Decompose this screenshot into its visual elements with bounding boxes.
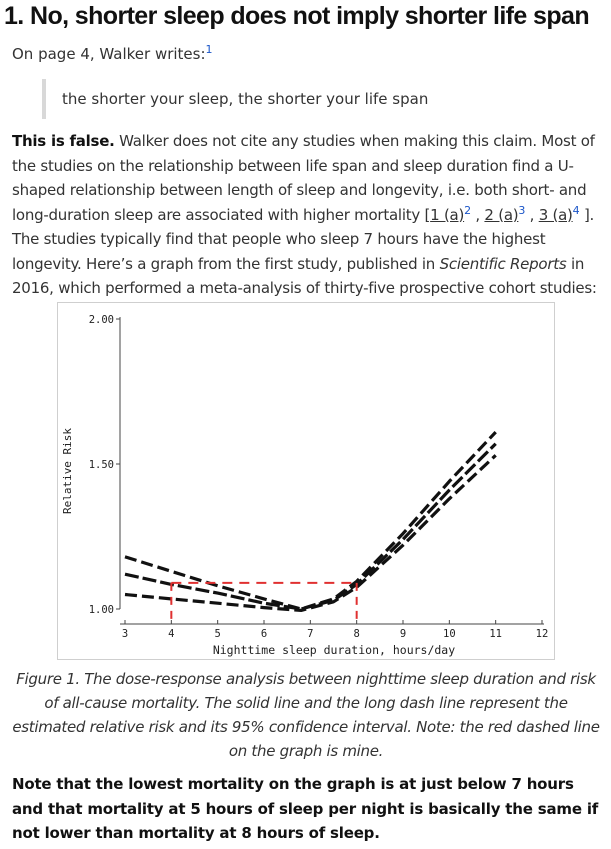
section-heading: 1. No, shorter sleep does not imply shorter life span — [4, 2, 590, 30]
y-tick-label: 1.50 — [88, 459, 114, 471]
x-tick-label: 11 — [489, 628, 502, 640]
paragraph-text-2: ]. The studies typically find that people who sleep 7 hours have the highest longevity. Here’s a graph from the first study, published in — [12, 205, 595, 273]
ref-separator: , — [470, 205, 485, 224]
ref-separator: , — [525, 205, 539, 224]
x-tick-label: 5 — [214, 628, 221, 640]
paragraph-lead: This is false. — [12, 132, 115, 150]
bold-note: Note that the lowest mortality on the graph is at just below 7 hours and that mortality at 5 hours of sleep per night is basically the same if not lower than mortality at 8 hours of sleep. — [12, 775, 599, 842]
y-axis-label: Relative Risk — [61, 427, 74, 515]
x-tick-label: 10 — [443, 628, 456, 640]
x-tick-label: 7 — [307, 628, 314, 640]
chart-axes — [120, 317, 544, 624]
x-tick-label: 3 — [121, 628, 129, 640]
reference-link-3[interactable]: 3 (a) — [538, 205, 573, 224]
relative-risk-chart — [58, 303, 554, 659]
y-tick-label: 2.00 — [88, 314, 114, 326]
blockquote — [42, 79, 582, 119]
x-axis-label: Nighttime sleep duration, hours/day — [212, 643, 456, 657]
intro-line — [12, 45, 213, 63]
quote-text: the shorter your sleep, the shorter your life span — [62, 90, 429, 108]
figure-chart — [57, 302, 555, 660]
x-tick-label: 9 — [399, 628, 407, 640]
paragraph-text-3: in 2016, which performed a meta-analysis of thirty-five prospective cohort studies: — [12, 254, 597, 297]
reference-link-2[interactable]: 2 (a) — [484, 205, 519, 224]
footnote-link-4[interactable]: 4 — [572, 203, 580, 217]
y-tick-label: 1.00 — [88, 604, 114, 616]
reference-link-1[interactable]: 1 (a) — [430, 205, 465, 224]
footnote-link-2[interactable]: 2 — [464, 203, 471, 217]
x-tick-label: 12 — [535, 628, 549, 640]
footnote-link-3[interactable]: 3 — [518, 203, 526, 217]
footnote-link-1[interactable]: 1 — [205, 43, 213, 56]
body-paragraph — [12, 129, 600, 301]
journal-name: Scientific Reports — [439, 254, 567, 273]
x-tick-label: 6 — [260, 628, 268, 640]
x-tick-label: 8 — [353, 628, 360, 640]
paragraph-text-1: Walker does not cite any studies when making this claim. Most of the studies on the relationship between life span and sleep duration find a U-shaped relationship between length of sleep and longevity, i.e. both short- and long-duration sleep are associated with higher mortality [ — [12, 132, 595, 224]
figure-caption: Figure 1. The dose-response analysis between nighttime sleep duration and risk of all-cause mortality. The solid line and the long dash line represent the estimated relative risk and its 95% confidence interval. Note: the red dashed line on the graph is mine. — [12, 670, 600, 760]
series-line-estimate — [125, 444, 496, 609]
intro-text: On page 4, Walker writes: — [12, 45, 206, 63]
x-tick-label: 4 — [168, 628, 175, 640]
